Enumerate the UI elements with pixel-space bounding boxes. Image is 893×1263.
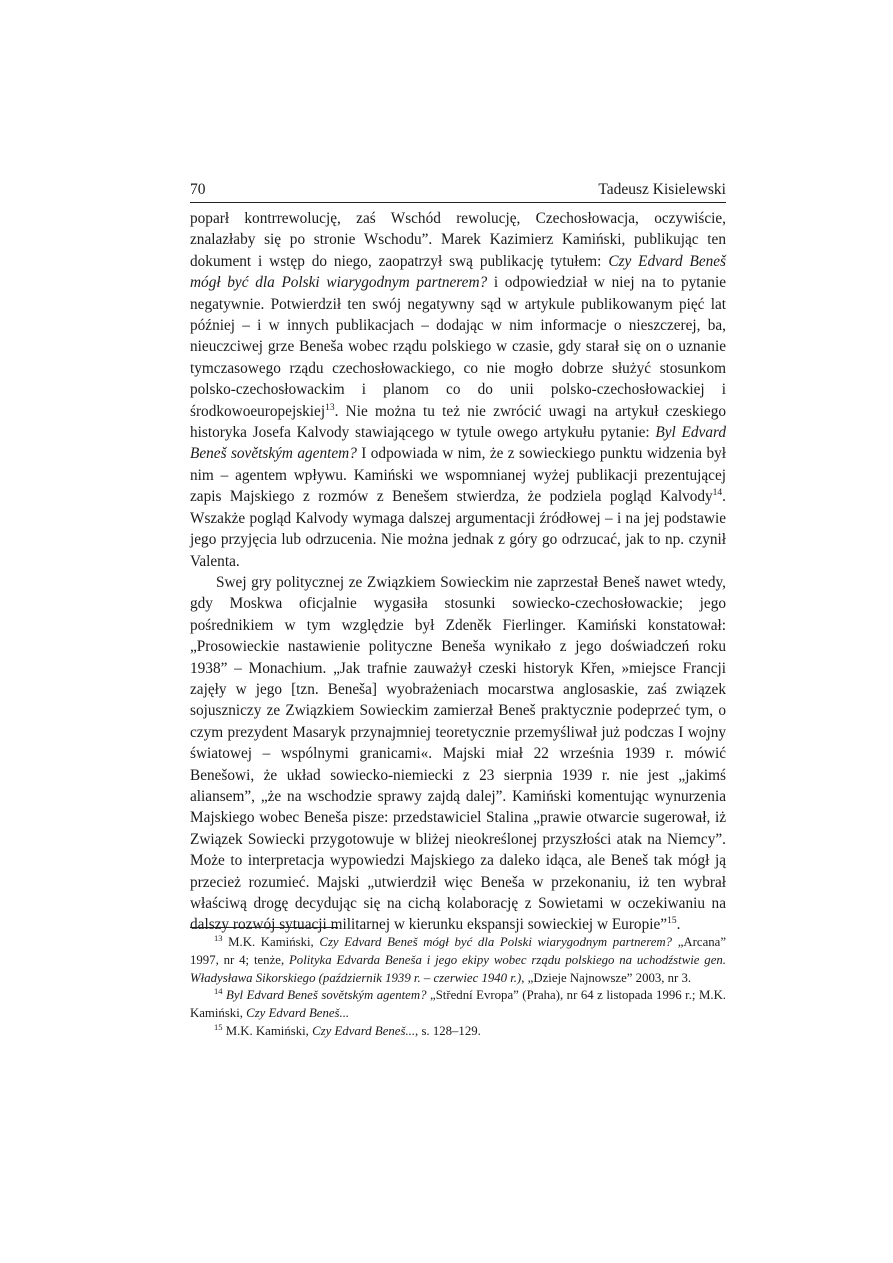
page-number: 70 <box>190 181 206 198</box>
page-header <box>190 180 726 204</box>
paragraph-2: Swej gry politycznej ze Związkiem Sowieckim nie zaprzestał Beneš nawet wtedy, gdy Moskwa oficjalnie wygasiła stosunki sowiecko-czechosłowackie; jego pośrednikiem w tym względzie był Zdeněk Fierlinger. Kamiński konstatował: „Prosowieckie nastawienie polityczne Beneša wynikało z jego doświadczeń roku 1938” – Monachium. „Jak trafnie zauważył czeski historyk Křen, »miejsce Francji zajęły w jego [tzn. Beneša] wyobrażeniach mocarstwa anglosaskie, zaś związek sojuszniczy ze Związkiem Sowieckim zamierzał Beneš praktycznie podeprzeć tym, o czym prezydent Masaryk przynajmniej teoretycznie przemyśliwał już podczas I wojny światowej – wspólnymi granicami«. Majski miał 22 września 1939 r. mówić Benešowi, że układ sowiecko-niemiecki z 23 sierpnia 1939 r. nie jest „jakimś aliansem”, „że na wschodzie sprawy zajdą dalej”. Kamiński komentując wynurzenia Majskiego wobec Beneša pisze: przedstawiciel Stalina „prawie otwarcie sugerował, iż Związek Sowiecki przygotowuje w bliżej nieokreślonej przyszłości atak na Niemcy”. Może to interpretacja wypowiedzi Majskiego za daleko idąca, ale Beneš tak mógł ją przecież rozumieć. Majski „utwierdził więc Beneša w przekonaniu, iż ten wybrał właściwą drogę decydując się na cichą kolaborację z Sowietami w oczekiwaniu na dalszy rozwój sytuacji militarnej w kierunku ekspansji sowieckiej w Europie”$^{15}$. <box>190 573 726 934</box>
title-italic: Czy Edvard Beneš mógł być dla Polski wiarygodnym partnerem? <box>190 252 726 292</box>
footnote-15: $^{15}$ M.K. Kamiński, Czy Edvard Beneš..., s. 128–129. <box>214 1021 481 1038</box>
footnote-14: $^{14}$ Byl Edvard Beneš sovětským agentem? „Střední Evropa” (Praha), nr 64 z listopada 1996 r.; M.K. Kamiński, Czy Edvard Beneš... <box>190 986 727 1021</box>
footnote-ref-14[interactable]: 14 <box>712 488 723 499</box>
footnote-ref-15[interactable]: 15 <box>667 916 677 927</box>
main-text <box>190 208 726 936</box>
running-head-author: Tadeusz Kisielewski <box>598 181 726 198</box>
paragraph-1: poparł kontrrewolucję, zaś Wschód rewolucję, Czechosłowacja, oczywiście, znalazłaby się po stronie Wschodu”. Marek Kazimierz Kamiński, publikując ten dokument i wstęp do niego, zaopatrzył swą publikację tytułem: Czy Edvard Beneš mógł być dla Polski wiarygodnym partnerem? i odpowiedział w niej na to pytanie negatywnie. Potwierdził ten swój negatywny sąd w artykule publikowanym pięć lat później – i w innych publikacjach – dodając w nim informacje o nieszczerej, ba, nieuczciwej grze Beneša wobec rządu polskiego w czasie, gdy starał się on o uznanie tymczasowego rządu czechosłowackiego, co nie mogło dobrze służyć stosunkom polsko-czechosłowackim i planom co do unii polsko-czechosłowackiej i środkowoeuropejskiej$^{13}$. Nie można tu też nie zwrócić uwagi na artykuł czeskiego historyka Josefa Kalvody stawiającego w tytule owego artykułu pytanie: Byl Edvard Beneš sovětským agentem? I odpowiada w nim, że z sowieckiego punktu widzenia był nim – agentem wpływu. Kamiński we wspomnianej wyżej publikacji prezentującej zapis Majskiego z rozmów z Benešem stwierdza, że podziela pogląd Kalvody$^{14}$. Wszakże pogląd Kalvody wymaga dalszej argumentacji źródłowej – i na jej podstawie jego przyjęcia lub odrzucenia. Nie można jednak z góry go odrzucać, jak to np. czynił Valenta. <box>190 210 727 570</box>
footnotes <box>190 934 726 1041</box>
header-divider <box>190 202 726 203</box>
footnote-13: $^{13}$ M.K. Kamiński, Czy Edvard Beneš mógł być dla Polski wiarygodnym partnerem? „Arcana” 1997, nr 4; tenże, Polityka Edvarda Beneša i jego ekipy wobec rządu polskiego na uchodźstwie gen. Władysława Sikorskiego (październik 1939 r. – czerwiec 1940 r.), „Dzieje Najnowsze” 2003, nr 3. <box>190 933 727 985</box>
title-italic: Byl Edvard Beneš sovětským agentem? <box>190 424 727 463</box>
footnote-divider <box>190 927 338 928</box>
footnote-ref-13[interactable]: 13 <box>325 402 335 413</box>
